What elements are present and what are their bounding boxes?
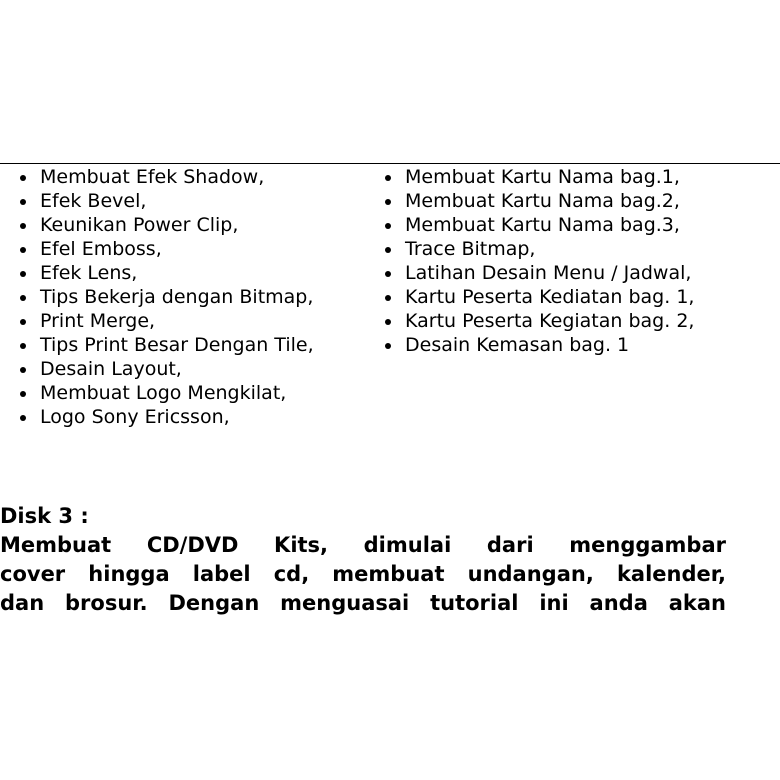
disk-3-description (0, 531, 726, 618)
list-item: Membuat Logo Mengkilat, (0, 381, 314, 405)
list-item: Desain Layout, (0, 357, 314, 381)
list-item: Efel Emboss, (0, 237, 314, 261)
list-item: Latihan Desain Menu / Jadwal, (365, 261, 694, 285)
list-item: Kartu Peserta Kediatan bag. 1, (365, 285, 694, 309)
disk-3-heading: Disk 3 : (0, 504, 89, 528)
list-item: Kartu Peserta Kegiatan bag. 2, (365, 309, 694, 333)
list-item: Desain Kemasan bag. 1 (365, 333, 694, 357)
description-line: cover hingga label cd, membuat undangan, kalender, (0, 562, 726, 586)
list-item: Membuat Kartu Nama bag.3, (365, 213, 694, 237)
list-item: Keunikan Power Clip, (0, 213, 314, 237)
list-item: Print Merge, (0, 309, 314, 333)
topic-list-left (0, 165, 314, 429)
list-item: Efek Lens, (0, 261, 314, 285)
description-line: dan brosur. Dengan menguasai tutorial ini anda akan (0, 591, 726, 615)
description-line: Membuat CD/DVD Kits, dimulai dari menggambar (0, 533, 726, 557)
list-item: Logo Sony Ericsson, (0, 405, 314, 429)
list-item: Trace Bitmap, (365, 237, 694, 261)
list-item: Membuat Efek Shadow, (0, 165, 314, 189)
list-item: Membuat Kartu Nama bag.1, (365, 165, 694, 189)
topic-list-right (365, 165, 694, 357)
list-item: Efek Bevel, (0, 189, 314, 213)
list-item: Membuat Kartu Nama bag.2, (365, 189, 694, 213)
list-item: Tips Print Besar Dengan Tile, (0, 333, 314, 357)
list-item: Tips Bekerja dengan Bitmap, (0, 285, 314, 309)
horizontal-divider (0, 163, 780, 164)
